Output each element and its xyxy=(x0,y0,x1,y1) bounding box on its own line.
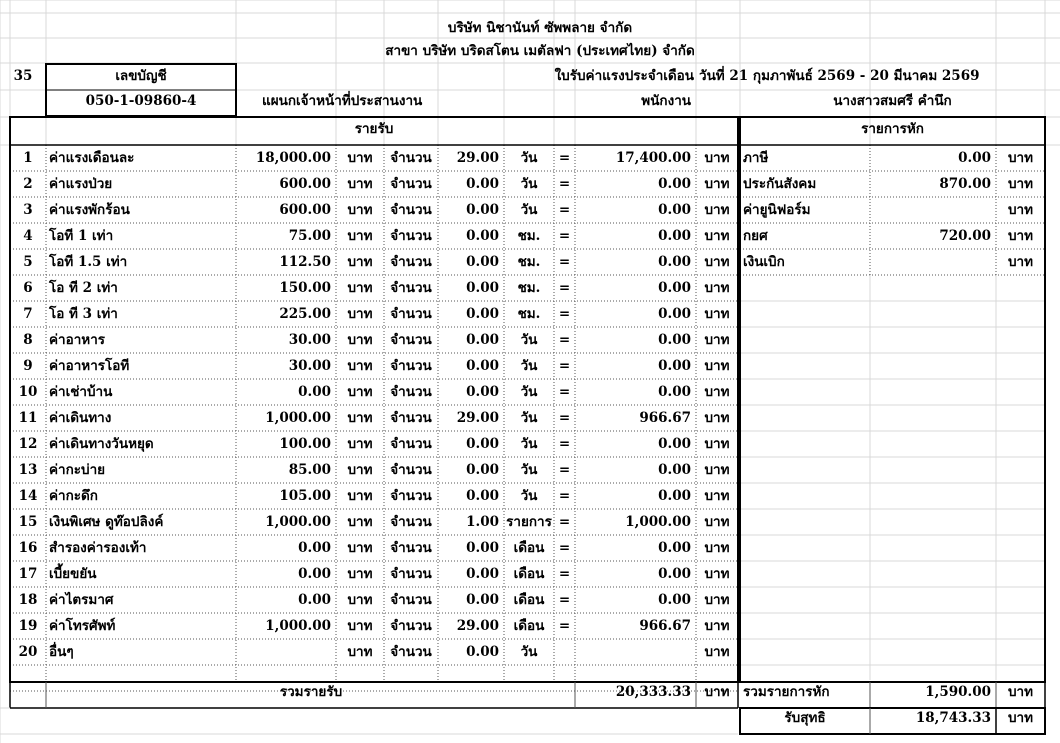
deduction-row-3-item: ค่ายูนิฟอร์ม xyxy=(743,202,811,218)
income-row-16-u1: บาท xyxy=(347,540,373,556)
income-row-6-unit: ชม. xyxy=(517,280,541,296)
income-row-13-qty[interactable]: 0.00 xyxy=(466,462,499,478)
income-row-7-rate[interactable]: 225.00 xyxy=(279,306,331,322)
income-row-10-qty-label: จำนวน xyxy=(390,384,432,400)
income-row-3-qty-label: จำนวน xyxy=(390,202,432,218)
income-row-6-u1: บาท xyxy=(347,280,373,296)
income-row-9-unit: วัน xyxy=(520,358,538,374)
income-row-19-eq: = xyxy=(558,618,571,634)
deduction-row-1-amount[interactable]: 0.00 xyxy=(958,150,991,166)
income-row-4-qty-label: จำนวน xyxy=(390,228,432,244)
income-row-15-amount[interactable]: 1,000.00 xyxy=(625,514,691,530)
income-row-12-eq: = xyxy=(558,436,571,452)
deduction-row-4-amount[interactable]: 720.00 xyxy=(939,228,991,244)
income-row-3-u2: บาท xyxy=(704,202,730,218)
income-row-17-u1: บาท xyxy=(347,566,373,582)
income-row-13-item: ค่ากะบ่าย xyxy=(49,462,106,478)
income-row-1-no: 1 xyxy=(23,150,33,166)
income-row-15-no: 15 xyxy=(18,514,38,530)
income-row-16-eq: = xyxy=(558,540,571,556)
income-row-13-u1: บาท xyxy=(347,462,373,478)
income-row-7-u1: บาท xyxy=(347,306,373,322)
income-row-6-no: 6 xyxy=(23,280,33,296)
sheet-number: 35 xyxy=(13,68,33,84)
income-row-12-qty-label: จำนวน xyxy=(390,436,432,452)
income-row-18-amount[interactable]: 0.00 xyxy=(658,592,691,608)
income-row-12-u1: บาท xyxy=(347,436,373,452)
income-row-16-qty-label: จำนวน xyxy=(390,540,432,556)
income-row-9-amount[interactable]: 0.00 xyxy=(658,358,691,374)
income-row-20-item: อื่นๆ xyxy=(49,644,74,660)
income-row-8-item: ค่าอาหาร xyxy=(49,332,106,348)
income-row-16-qty[interactable]: 0.00 xyxy=(466,540,499,556)
income-row-11-item: ค่าเดินทาง xyxy=(49,410,112,426)
income-row-2-qty[interactable]: 0.00 xyxy=(466,176,499,192)
income-row-15-qty-label: จำนวน xyxy=(390,514,432,530)
income-row-9-u1: บาท xyxy=(347,358,373,374)
income-row-12-unit: วัน xyxy=(520,436,538,452)
income-row-20-u2: บาท xyxy=(704,644,730,660)
income-row-6-amount[interactable]: 0.00 xyxy=(658,280,691,296)
income-row-20-no: 20 xyxy=(18,644,38,660)
income-row-2-no: 2 xyxy=(23,176,33,192)
deduction-section-title: รายการหัก xyxy=(861,121,924,137)
income-row-11-rate[interactable]: 1,000.00 xyxy=(265,410,331,426)
income-row-1-item: ค่าแรงเดือนละ xyxy=(49,150,135,166)
income-row-18-unit: เดือน xyxy=(513,592,545,608)
deduction-total-label: รวมรายการหัก xyxy=(743,684,830,700)
income-row-5-amount[interactable]: 0.00 xyxy=(658,254,691,270)
income-row-10-u2: บาท xyxy=(704,384,730,400)
income-row-20-u1: บาท xyxy=(347,644,373,660)
income-row-14-unit: วัน xyxy=(520,488,538,504)
net-pay-label: รับสุทธิ xyxy=(784,710,826,726)
income-row-13-qty-label: จำนวน xyxy=(390,462,432,478)
income-row-5-item: โอที 1.5 เท่า xyxy=(49,254,128,270)
income-row-5-eq: = xyxy=(558,254,571,270)
income-row-2-u1: บาท xyxy=(347,176,373,192)
income-row-7-qty[interactable]: 0.00 xyxy=(466,306,499,322)
income-row-19-qty-label: จำนวน xyxy=(390,618,432,634)
income-row-10-qty[interactable]: 0.00 xyxy=(466,384,499,400)
income-row-1-u2: บาท xyxy=(704,150,730,166)
income-row-3-no: 3 xyxy=(23,202,33,218)
income-row-1-qty[interactable]: 29.00 xyxy=(456,150,499,166)
income-row-7-no: 7 xyxy=(23,306,33,322)
income-row-14-no: 14 xyxy=(18,488,38,504)
deduction-row-1-unit: บาท xyxy=(1007,150,1034,166)
income-row-16-item: สำรองค่ารองเท้า xyxy=(49,540,147,556)
income-row-15-rate[interactable]: 1,000.00 xyxy=(265,514,331,530)
income-row-4-unit: ชม. xyxy=(517,228,541,244)
deduction-row-2-amount[interactable]: 870.00 xyxy=(939,176,991,192)
income-row-2-rate[interactable]: 600.00 xyxy=(279,176,331,192)
income-row-5-no: 5 xyxy=(23,254,33,270)
income-row-6-rate[interactable]: 150.00 xyxy=(279,280,331,296)
income-row-8-no: 8 xyxy=(23,332,33,348)
account-label[interactable]: เลขบัญชี xyxy=(115,68,167,84)
wage-period-label: ใบรับค่าแรงประจำเดือน xyxy=(554,68,694,84)
income-row-4-qty[interactable]: 0.00 xyxy=(466,228,499,244)
income-row-4-amount[interactable]: 0.00 xyxy=(658,228,691,244)
income-row-7-item: โอ ที 3 เท่า xyxy=(49,306,118,322)
income-row-9-qty[interactable]: 0.00 xyxy=(466,358,499,374)
income-row-11-qty-label: จำนวน xyxy=(390,410,432,426)
income-row-2-unit: วัน xyxy=(520,176,538,192)
income-row-11-no: 11 xyxy=(18,410,38,426)
income-row-13-unit: วัน xyxy=(520,462,538,478)
income-row-19-amount[interactable]: 966.67 xyxy=(639,618,691,634)
income-row-14-amount[interactable]: 0.00 xyxy=(658,488,691,504)
income-row-2-qty-label: จำนวน xyxy=(390,176,432,192)
deduction-total-amount[interactable]: 1,590.00 xyxy=(925,684,991,700)
income-section-title: รายรับ xyxy=(354,121,394,137)
income-row-15-eq: = xyxy=(558,514,571,530)
income-row-10-no: 10 xyxy=(18,384,38,400)
branch-name: สาขา บริษัท บริดสโตน เมตัลฟา (ประเทศไทย) จำกัด xyxy=(385,43,695,59)
income-row-1-u1: บาท xyxy=(347,150,373,166)
income-row-10-eq: = xyxy=(558,384,571,400)
deduction-row-5-unit: บาท xyxy=(1007,254,1034,270)
income-row-14-item: ค่ากะดึก xyxy=(49,488,98,504)
income-row-17-no: 17 xyxy=(18,566,38,582)
income-row-17-rate[interactable]: 0.00 xyxy=(298,566,331,582)
income-row-5-qty-label: จำนวน xyxy=(390,254,432,270)
income-row-18-no: 18 xyxy=(18,592,38,608)
income-row-2-item: ค่าแรงป่วย xyxy=(49,176,113,192)
income-row-14-qty-label: จำนวน xyxy=(390,488,432,504)
income-row-18-qty-label: จำนวน xyxy=(390,592,432,608)
income-row-5-qty[interactable]: 0.00 xyxy=(466,254,499,270)
income-row-19-qty[interactable]: 29.00 xyxy=(456,618,499,634)
income-row-6-qty[interactable]: 0.00 xyxy=(466,280,499,296)
income-row-12-u2: บาท xyxy=(704,436,730,452)
income-row-16-rate[interactable]: 0.00 xyxy=(298,540,331,556)
income-row-4-eq: = xyxy=(558,228,571,244)
income-row-7-unit: ชม. xyxy=(517,306,541,322)
income-row-18-qty[interactable]: 0.00 xyxy=(466,592,499,608)
income-row-14-rate[interactable]: 105.00 xyxy=(279,488,331,504)
income-row-9-no: 9 xyxy=(23,358,33,374)
income-row-18-u2: บาท xyxy=(704,592,730,608)
income-row-1-unit: วัน xyxy=(520,150,538,166)
income-row-6-u2: บาท xyxy=(704,280,730,296)
income-row-7-qty-label: จำนวน xyxy=(390,306,432,322)
income-row-15-u1: บาท xyxy=(347,514,373,530)
income-row-8-amount[interactable]: 0.00 xyxy=(658,332,691,348)
income-row-19-unit: เดือน xyxy=(513,618,545,634)
income-row-9-item: ค่าอาหารโอที xyxy=(49,358,130,374)
income-row-10-item: ค่าเช่าบ้าน xyxy=(49,384,113,400)
income-row-6-eq: = xyxy=(558,280,571,296)
income-row-8-unit: วัน xyxy=(520,332,538,348)
income-row-15-item: เงินพิเศษ ดูท๊อปลิงค์ xyxy=(49,514,164,530)
income-row-8-qty-label: จำนวน xyxy=(390,332,432,348)
deduction-row-4-item: กยศ xyxy=(743,228,768,244)
income-total-label: รวมรายรับ xyxy=(279,684,343,700)
income-row-9-rate[interactable]: 30.00 xyxy=(288,358,331,374)
income-row-14-qty[interactable]: 0.00 xyxy=(466,488,499,504)
income-row-11-amount[interactable]: 966.67 xyxy=(639,410,691,426)
income-row-10-u1: บาท xyxy=(347,384,373,400)
income-row-4-u2: บาท xyxy=(704,228,730,244)
income-row-11-qty[interactable]: 29.00 xyxy=(456,410,499,426)
income-row-14-u2: บาท xyxy=(704,488,730,504)
pay-period: วันที่ 21 กุมภาพันธ์ 2569 - 20 มีนาคม 2569 xyxy=(699,68,980,84)
income-row-19-u2: บาท xyxy=(704,618,730,634)
income-row-13-rate[interactable]: 85.00 xyxy=(288,462,331,478)
income-row-16-no: 16 xyxy=(18,540,38,556)
income-row-6-item: โอ ที 2 เท่า xyxy=(49,280,118,296)
income-row-12-amount[interactable]: 0.00 xyxy=(658,436,691,452)
income-row-10-unit: วัน xyxy=(520,384,538,400)
income-row-18-eq: = xyxy=(558,592,571,608)
income-row-15-u2: บาท xyxy=(704,514,730,530)
income-row-1-eq: = xyxy=(558,150,571,166)
income-row-11-u2: บาท xyxy=(704,410,730,426)
income-row-4-no: 4 xyxy=(23,228,33,244)
income-row-13-u2: บาท xyxy=(704,462,730,478)
deduction-row-2-item: ประกันสังคม xyxy=(743,176,817,192)
income-row-18-item: ค่าไตรมาศ xyxy=(49,592,114,608)
deduction-row-2-unit: บาท xyxy=(1007,176,1034,192)
income-row-11-u1: บาท xyxy=(347,410,373,426)
income-row-10-rate[interactable]: 0.00 xyxy=(298,384,331,400)
income-row-14-u1: บาท xyxy=(347,488,373,504)
income-row-12-item: ค่าเดินทางวันหยุด xyxy=(49,436,154,452)
income-row-12-qty[interactable]: 0.00 xyxy=(466,436,499,452)
income-total-unit: บาท xyxy=(704,684,730,700)
income-row-4-u1: บาท xyxy=(347,228,373,244)
income-row-3-qty[interactable]: 0.00 xyxy=(466,202,499,218)
income-row-7-amount[interactable]: 0.00 xyxy=(658,306,691,322)
income-row-16-amount[interactable]: 0.00 xyxy=(658,540,691,556)
income-row-5-u2: บาท xyxy=(704,254,730,270)
income-row-5-rate[interactable]: 112.50 xyxy=(279,254,331,270)
income-row-5-unit: ชม. xyxy=(517,254,541,270)
income-row-19-item: ค่าโทรศัพท์ xyxy=(49,618,116,634)
income-row-12-rate[interactable]: 100.00 xyxy=(279,436,331,452)
income-row-17-eq: = xyxy=(558,566,571,582)
income-row-18-rate[interactable]: 0.00 xyxy=(298,592,331,608)
position: พนักงาน xyxy=(641,93,691,109)
deduction-row-5-item: เงินเบิก xyxy=(743,254,785,270)
income-row-19-u1: บาท xyxy=(347,618,373,634)
deduction-row-3-unit: บาท xyxy=(1007,202,1034,218)
income-row-17-item: เบี้ยขยัน xyxy=(49,566,97,582)
company-name: บริษัท นิชานันท์ ซัพพลาย จำกัด xyxy=(447,20,633,36)
income-row-17-qty[interactable]: 0.00 xyxy=(466,566,499,582)
department: แผนกเจ้าหน้าที่ประสานงาน xyxy=(262,93,423,109)
income-row-5-u1: บาท xyxy=(347,254,373,270)
income-row-17-unit: เดือน xyxy=(513,566,545,582)
income-row-8-u1: บาท xyxy=(347,332,373,348)
income-row-17-qty-label: จำนวน xyxy=(390,566,432,582)
income-row-4-item: โอที 1 เท่า xyxy=(49,228,114,244)
deduction-total-unit: บาท xyxy=(1007,684,1034,700)
income-row-1-amount[interactable]: 17,400.00 xyxy=(615,150,691,166)
income-row-6-qty-label: จำนวน xyxy=(390,280,432,296)
income-row-17-u2: บาท xyxy=(704,566,730,582)
income-row-18-u1: บาท xyxy=(347,592,373,608)
income-row-8-u2: บาท xyxy=(704,332,730,348)
income-row-16-u2: บาท xyxy=(704,540,730,556)
income-row-20-unit: วัน xyxy=(520,644,538,660)
income-row-20-qty[interactable]: 0.00 xyxy=(466,644,499,660)
income-row-13-eq: = xyxy=(558,462,571,478)
income-row-3-eq: = xyxy=(558,202,571,218)
income-row-16-unit: เดือน xyxy=(513,540,545,556)
income-row-7-u2: บาท xyxy=(704,306,730,322)
income-row-9-eq: = xyxy=(558,358,571,374)
income-row-3-amount[interactable]: 0.00 xyxy=(658,202,691,218)
net-pay-amount[interactable]: 18,743.33 xyxy=(915,710,991,726)
income-row-19-rate[interactable]: 1,000.00 xyxy=(265,618,331,634)
income-row-3-item: ค่าแรงพักร้อน xyxy=(49,202,130,218)
income-row-12-no: 12 xyxy=(18,436,38,452)
net-pay-unit: บาท xyxy=(1007,710,1034,726)
income-row-19-no: 19 xyxy=(18,618,38,634)
income-row-10-amount[interactable]: 0.00 xyxy=(658,384,691,400)
income-row-11-eq: = xyxy=(558,410,571,426)
income-row-13-amount[interactable]: 0.00 xyxy=(658,462,691,478)
income-row-8-eq: = xyxy=(558,332,571,348)
income-row-3-rate[interactable]: 600.00 xyxy=(279,202,331,218)
income-row-1-qty-label: จำนวน xyxy=(390,150,432,166)
income-row-8-qty[interactable]: 0.00 xyxy=(466,332,499,348)
income-row-3-u1: บาท xyxy=(347,202,373,218)
income-row-9-u2: บาท xyxy=(704,358,730,374)
income-row-14-eq: = xyxy=(558,488,571,504)
income-row-9-qty-label: จำนวน xyxy=(390,358,432,374)
income-row-17-amount[interactable]: 0.00 xyxy=(658,566,691,582)
income-row-2-eq: = xyxy=(558,176,571,192)
income-row-1-rate[interactable]: 18,000.00 xyxy=(255,150,331,166)
income-row-15-qty[interactable]: 1.00 xyxy=(466,514,499,530)
income-row-3-unit: วัน xyxy=(520,202,538,218)
income-row-20-qty-label: จำนวน xyxy=(390,644,432,660)
income-row-15-unit: รายการ xyxy=(506,514,552,530)
deduction-row-1-item: ภาษี xyxy=(743,150,769,166)
income-row-11-unit: วัน xyxy=(520,410,538,426)
employee-name: นางสาวสมศรี คำนึก xyxy=(833,93,952,109)
income-row-4-rate[interactable]: 75.00 xyxy=(288,228,331,244)
account-number[interactable]: 050-1-09860-4 xyxy=(85,93,197,109)
income-row-7-eq: = xyxy=(558,306,571,322)
deduction-row-4-unit: บาท xyxy=(1007,228,1034,244)
income-row-8-rate[interactable]: 30.00 xyxy=(288,332,331,348)
income-row-2-amount[interactable]: 0.00 xyxy=(658,176,691,192)
income-total-amount[interactable]: 20,333.33 xyxy=(615,684,691,700)
income-row-13-no: 13 xyxy=(18,462,38,478)
income-row-2-u2: บาท xyxy=(704,176,730,192)
